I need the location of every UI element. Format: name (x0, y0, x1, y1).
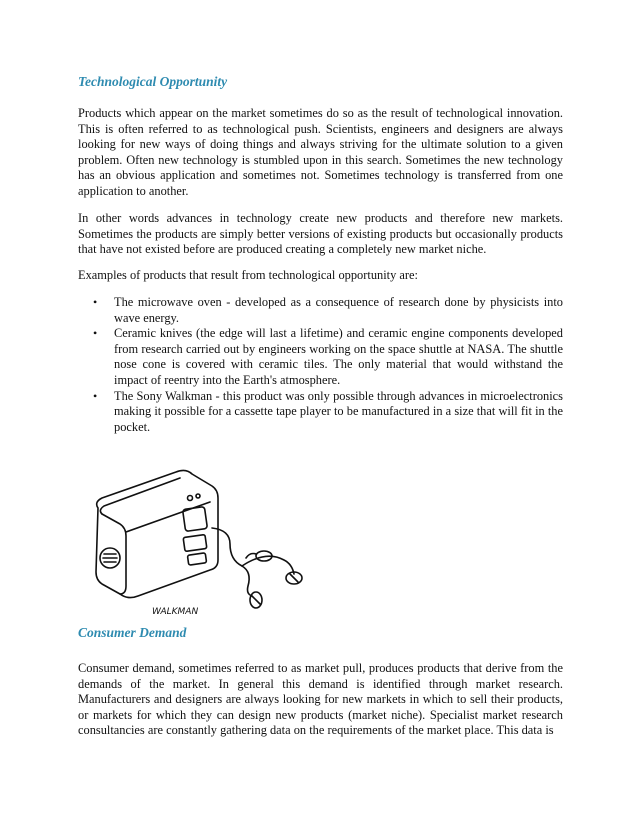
section-heading-technological-opportunity: Technological Opportunity (78, 74, 228, 89)
list-item-text: The microwave oven - developed as a consequence of research done by physicists into wave energy. (114, 295, 563, 325)
paragraph-tech-advances: In other words advances in technology create new products and therefore new markets. Sometimes the products are simply better versions of existing products but occasionally products that have not existed before are produced creating a completely new market niche. (78, 211, 563, 257)
illustration-label: WALKMAN (152, 607, 199, 617)
bullet-icon: • (93, 388, 98, 403)
examples-list (78, 295, 563, 435)
list-item (78, 389, 563, 436)
paragraph-tech-examples-intro: Examples of products that result from technological opportunity are: (78, 268, 418, 282)
list-item (78, 326, 563, 388)
paragraph-consumer-demand: Consumer demand, sometimes referred to as market pull, produces products that derive from the demands of the market. In general this demand is identified through market research. Manufacturers and designers are always looking for new markets in which to sell their products, or markets for which they can design new products (market niche). Specialist market research consultancies are constantly gathering data on the requirements of the market place. This data is (78, 661, 563, 738)
bullet-icon: • (93, 295, 98, 309)
list-item-text: The Sony Walkman - this product was only possible through advances in microelectronics making it possible for a cassette tape player to be manufactured in a size that will fit in the pocket. (114, 388, 563, 434)
list-item-text: Ceramic knives (the edge will last a lifetime) and ceramic engine components developed from research carried out by engineers working on the space shuttle at NASA. The shuttle nose cone is covered with ceramic tiles. The only material that would withstand the impact of reentry into the Earth's atmosphere. (114, 326, 563, 387)
walkman-sketch-icon (80, 468, 340, 618)
section-heading-consumer-demand: Consumer Demand (78, 625, 187, 640)
paragraph-tech-intro: Products which appear on the market sometimes do so as the result of technological innovation. This is often referred to as technological push. Scientists, engineers and designers are always looking for new ways of doing things and always striving for the ultimate solution to a given problem. Often new technology is stumbled upon in this search. Sometimes the new technology has an obvious application and sometimes not. Sometimes technology is transferred from one application to another. (78, 106, 563, 198)
list-item (78, 295, 563, 326)
bullet-icon: • (93, 326, 98, 341)
